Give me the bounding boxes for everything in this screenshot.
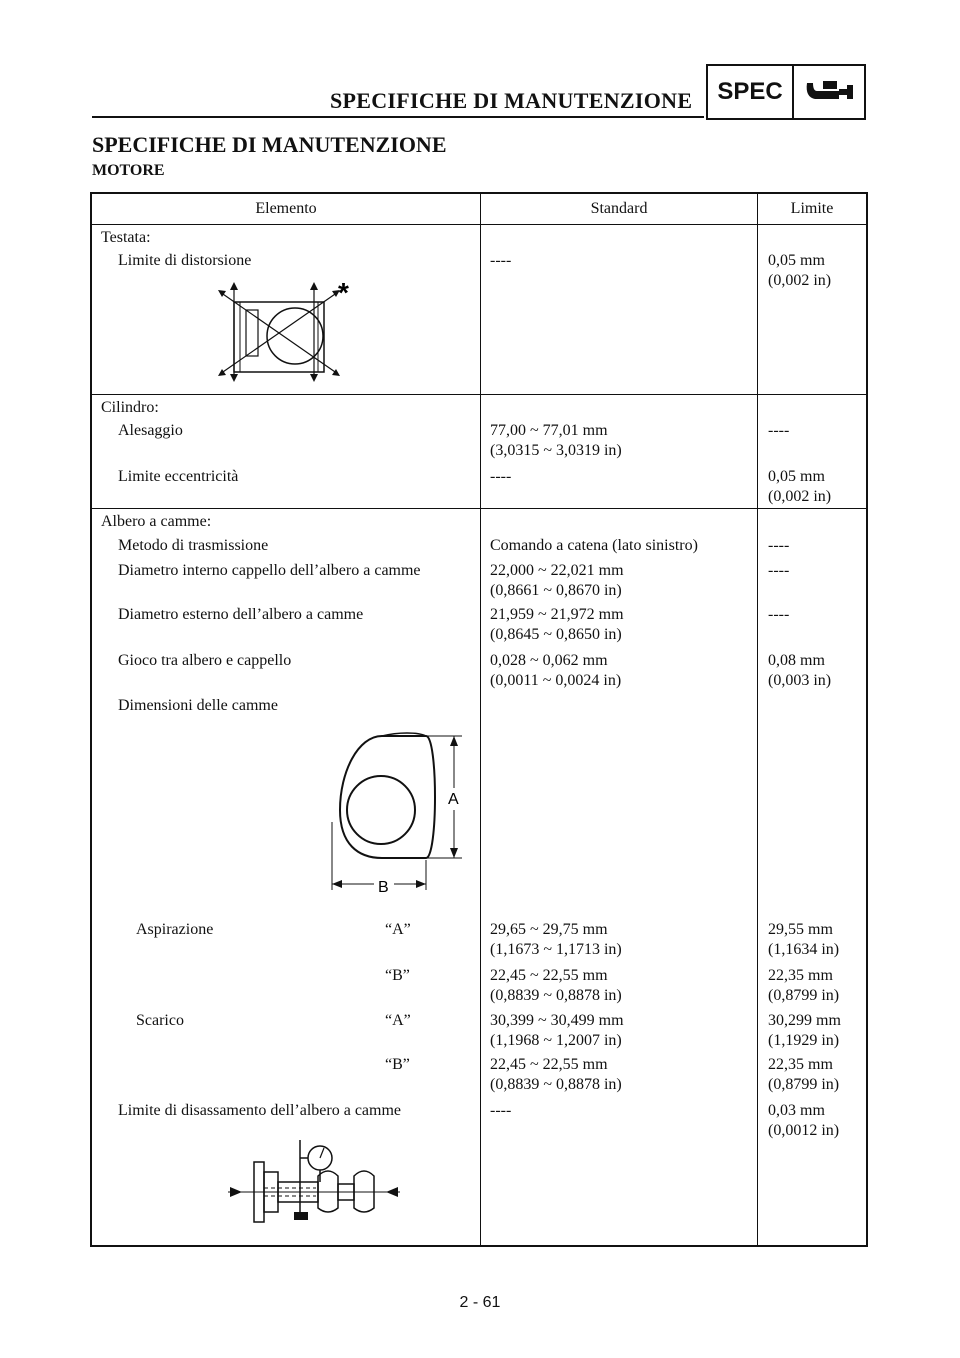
drive-standard: Comando a catena (lato sinistro)	[490, 537, 698, 554]
roundness-standard: ----	[490, 468, 512, 485]
exhaust-a-standard-in: (1,1968 ~ 1,2007 in)	[490, 1032, 622, 1049]
intake-b-standard: 22,45 ~ 22,55 mm	[490, 967, 608, 984]
clearance-limit: 0,08 mm	[768, 652, 825, 669]
cap-id-label: Diametro interno cappello dell’albero a camme	[118, 562, 421, 579]
runout-limit: 0,03 mm	[768, 1102, 825, 1119]
distortion-label: Limite di distorsione	[118, 252, 252, 269]
bore-label: Alesaggio	[118, 422, 183, 439]
column-divider	[757, 192, 758, 1247]
header-rule	[92, 116, 704, 118]
drive-limit: ----	[768, 537, 790, 554]
row-divider	[90, 224, 868, 225]
roundness-limit: 0,05 mm	[768, 468, 825, 485]
distortion-limit-in: (0,002 in)	[768, 272, 832, 289]
roundness-limit-in: (0,002 in)	[768, 488, 832, 505]
cylinder-head-distortion-diagram	[210, 278, 370, 382]
intake-b-limit: 22,35 mm	[768, 967, 833, 984]
exhaust-label: Scarico	[136, 1012, 184, 1029]
column-divider	[480, 192, 481, 1247]
distortion-standard: ----	[490, 252, 512, 269]
intake-a-standard-in: (1,1673 ~ 1,1713 in)	[490, 941, 622, 958]
drive-label: Metodo di trasmissione	[118, 537, 269, 554]
section-cilindro: Cilindro:	[101, 399, 159, 416]
section-title: MOTORE	[92, 162, 165, 179]
dim-b-label: B	[378, 879, 389, 896]
spec-badge	[706, 64, 866, 120]
header-standard: Standard	[590, 200, 648, 217]
exhaust-a-limit-in: (1,1929 in)	[768, 1032, 840, 1049]
dim-a-label: A	[448, 791, 459, 808]
camshaft-runout-diagram	[224, 1136, 404, 1228]
wrench-icon	[794, 66, 864, 118]
clearance-label: Gioco tra albero e cappello	[118, 652, 292, 669]
page-number: 2 - 61	[459, 1294, 501, 1311]
cam-lobe-diagram	[318, 722, 478, 896]
bore-standard-in: (3,0315 ~ 3,0319 in)	[490, 442, 622, 459]
od-label: Diametro esterno dell’albero a camme	[118, 606, 364, 623]
cap-id-standard-in: (0,8661 ~ 0,8670 in)	[490, 582, 622, 599]
runout-limit-in: (0,0012 in)	[768, 1122, 840, 1139]
bore-standard: 77,00 ~ 77,01 mm	[490, 422, 608, 439]
od-limit: ----	[768, 606, 790, 623]
clearance-standard: 0,028 ~ 0,062 mm	[490, 652, 608, 669]
distortion-limit: 0,05 mm	[768, 252, 825, 269]
svg-text:*: *	[338, 278, 349, 308]
cap-id-standard: 22,000 ~ 22,021 mm	[490, 562, 624, 579]
od-standard: 21,959 ~ 21,972 mm	[490, 606, 624, 623]
bore-limit: ----	[768, 422, 790, 439]
section-testata: Testata:	[101, 229, 151, 246]
exhaust-a-tag: “A”	[385, 1012, 411, 1029]
row-divider	[90, 394, 868, 395]
page-title: SPECIFICHE DI MANUTENZIONE	[92, 132, 447, 157]
intake-a-tag: “A”	[385, 921, 411, 938]
intake-label: Aspirazione	[136, 921, 214, 938]
lobe-dims-label: Dimensioni delle camme	[118, 697, 278, 714]
header-title: SPECIFICHE DI MANUTENZIONE	[330, 88, 693, 113]
intake-b-tag: “B”	[385, 967, 410, 984]
intake-b-limit-in: (0,8799 in)	[768, 987, 840, 1004]
header-limit: Limite	[790, 200, 834, 217]
runout-standard: ----	[490, 1102, 512, 1119]
clearance-standard-in: (0,0011 ~ 0,0024 in)	[490, 672, 622, 689]
runout-label: Limite di disassamento dell’albero a camme	[118, 1102, 402, 1119]
od-standard-in: (0,8645 ~ 0,8650 in)	[490, 626, 622, 643]
intake-a-standard: 29,65 ~ 29,75 mm	[490, 921, 608, 938]
section-camshaft: Albero a camme:	[101, 513, 212, 530]
exhaust-a-standard: 30,399 ~ 30,499 mm	[490, 1012, 624, 1029]
clearance-limit-in: (0,003 in)	[768, 672, 832, 689]
exhaust-a-limit: 30,299 mm	[768, 1012, 841, 1029]
row-divider	[90, 508, 868, 509]
exhaust-b-limit: 22,35 mm	[768, 1056, 833, 1073]
intake-a-limit: 29,55 mm	[768, 921, 833, 938]
spec-table	[90, 192, 868, 1247]
cap-id-limit: ----	[768, 562, 790, 579]
exhaust-b-standard: 22,45 ~ 22,55 mm	[490, 1056, 608, 1073]
intake-a-limit-in: (1,1634 in)	[768, 941, 840, 958]
exhaust-b-limit-in: (0,8799 in)	[768, 1076, 840, 1093]
exhaust-b-tag: “B”	[385, 1056, 410, 1073]
intake-b-standard-in: (0,8839 ~ 0,8878 in)	[490, 987, 622, 1004]
spec-badge-label: SPEC	[708, 66, 794, 118]
exhaust-b-standard-in: (0,8839 ~ 0,8878 in)	[490, 1076, 622, 1093]
roundness-label: Limite eccentricità	[118, 468, 239, 485]
header-item: Elemento	[255, 200, 317, 217]
